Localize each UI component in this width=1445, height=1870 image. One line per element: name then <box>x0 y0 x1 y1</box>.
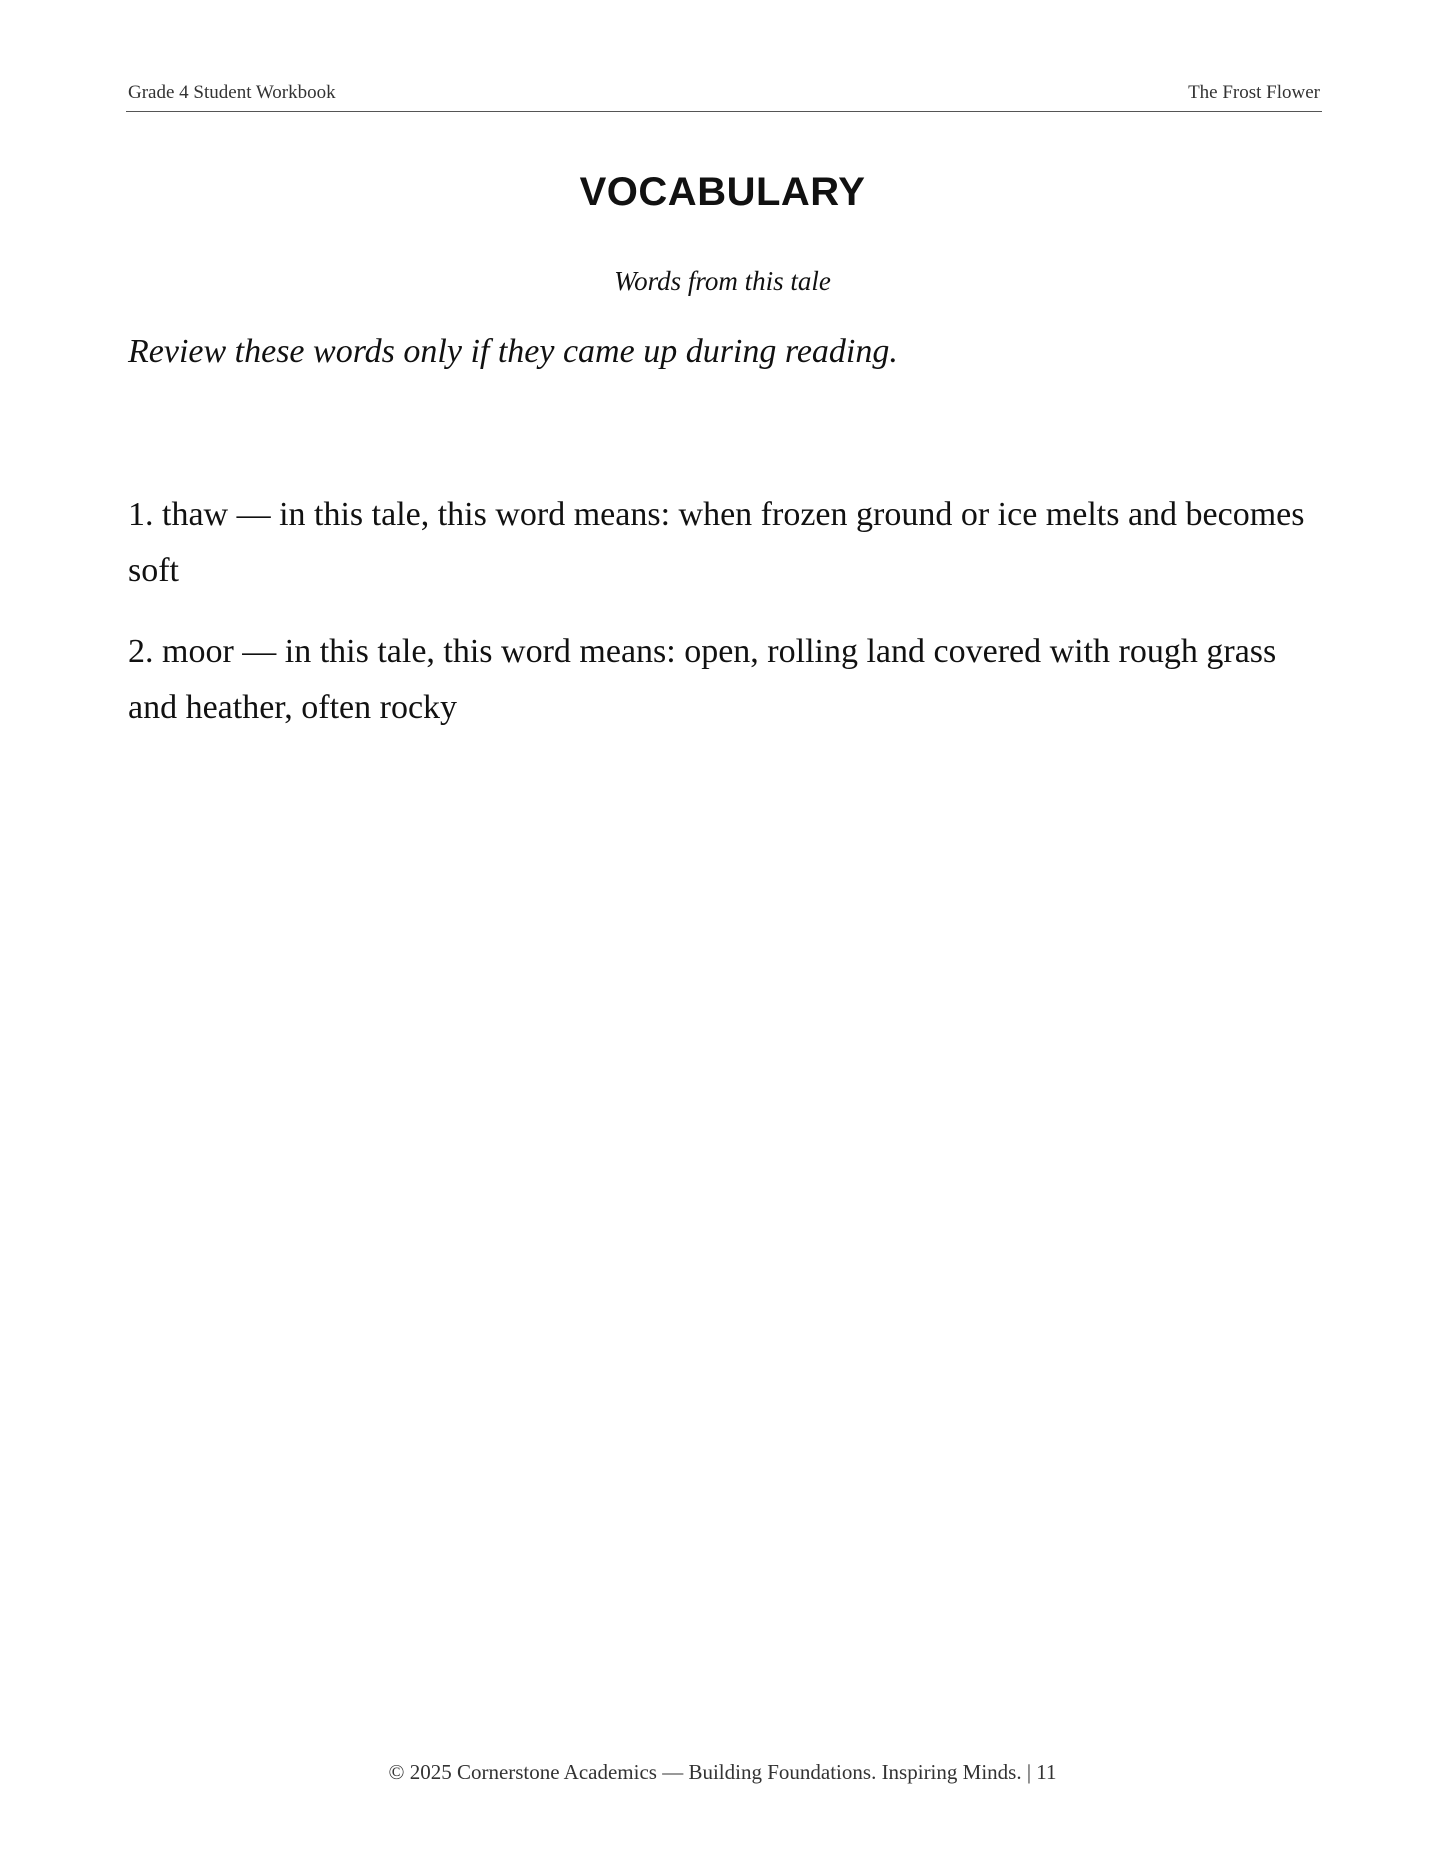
header-story-title: The Frost Flower <box>1188 82 1320 103</box>
page-title: VOCABULARY <box>579 170 866 214</box>
running-header <box>126 82 1322 112</box>
vocabulary-item-moor: 2. moor — in this tale, this word means: open, rolling land covered with rough grass and heather, often rocky <box>128 633 1277 726</box>
page-footer: © 2025 Cornerstone Academics — Building Foundations. Inspiring Minds. | 11 <box>388 1760 1057 1784</box>
header-workbook-title: Grade 4 Student Workbook <box>128 82 336 103</box>
instruction-text: Review these words only if they came up during reading. <box>128 333 898 370</box>
vocabulary-list <box>128 487 1328 761</box>
page-subtitle: Words from this tale <box>614 266 831 296</box>
vocabulary-item-thaw: 1. thaw — in this tale, this word means: when frozen ground or ice melts and becomes soft <box>128 496 1305 589</box>
